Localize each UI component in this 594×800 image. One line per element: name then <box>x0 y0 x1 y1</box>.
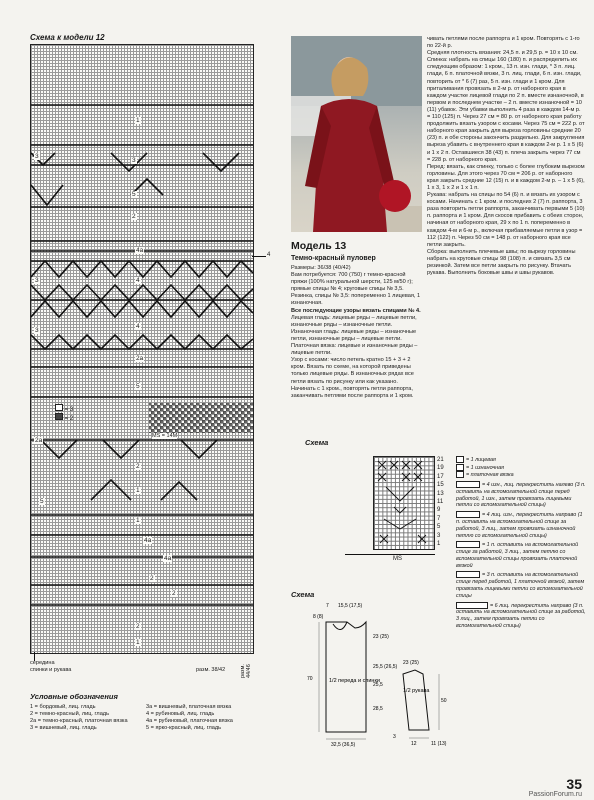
svg-text:23 (25): 23 (25) <box>373 634 389 640</box>
model-photo <box>291 36 422 232</box>
svg-text:12: 12 <box>411 741 417 747</box>
model-subtitle: Темно-красный пуловер <box>291 255 376 262</box>
legend-item: 1 = бордовый, лиц. гладь <box>30 704 96 710</box>
cable-chart <box>373 456 435 550</box>
cable-chart-marks <box>374 457 434 549</box>
chart12-row-num: 3 <box>132 157 136 164</box>
garment-pattern <box>291 598 453 748</box>
scheme-title: Схема <box>305 438 329 447</box>
model-text-col2 <box>291 240 423 400</box>
chart12-row-num: 3 <box>35 153 39 160</box>
legend-item: = 6 лиц. перекрестить направо (3 п. оставить на вспомогательной спице за работой, 3 лиц., затем провязать петли со вспомогательной спицы) <box>456 602 586 629</box>
svg-text:70: 70 <box>307 676 313 682</box>
chart12-row-num: 2a <box>35 437 43 444</box>
size-label-38: разм. 38/42 <box>196 667 226 673</box>
paragraph: Лицевая гладь: лицевые ряды – лицевые петли, изнаночные ряды – изнаночные петли. <box>291 314 417 328</box>
chart12-grid <box>30 44 254 654</box>
legend-item: 2 = темно-красный, лиц. гладь <box>30 711 109 718</box>
chart12-row-num: 2 <box>136 623 140 630</box>
svg-text:23 (25): 23 (25) <box>403 660 419 666</box>
chart12-ms-label: MS = 14M <box>152 433 178 439</box>
ms-bracket <box>345 554 435 555</box>
paragraph: Размеры: 36/38 (40/42) <box>291 265 351 271</box>
svg-text:11 (13): 11 (13) <box>431 741 447 747</box>
center-label: середина спинки и рукава <box>30 660 72 674</box>
chart12-motifs <box>31 45 253 653</box>
legend-item: = 3 п. оставить на вспомогательной спице перед работой, 1 платочной вязкой, затем провязать лицевыми петли со вспомогательной спицы <box>456 572 585 599</box>
chart12-row-num: 4 <box>136 277 140 284</box>
chart12-row-num: 1 <box>136 517 140 524</box>
paragraph: Узор с косами: число петель кратно 15 + 3 + 2 кром. Вязать по схеме, на которой приведены только лицевые ряды. В изнаночных рядах все петли вязать по рисунку или как указано. Начинать с 1 кром., повторять петли раппорта, заканчивать петлями после раппорта и 1 кром. <box>291 357 414 399</box>
legend-right <box>146 704 266 732</box>
scheme-legend <box>456 456 586 630</box>
paragraph: Все последующие узоры вязать спицами № 4. <box>291 307 421 314</box>
chart12-row-num: 1 <box>136 487 140 494</box>
chart12-row-num: 2 <box>132 213 136 220</box>
legend-item: 2a = темно-красный, платочная вязка <box>30 718 128 725</box>
chart12-row-num: 5 <box>132 191 136 198</box>
chart12-arrow <box>252 256 266 257</box>
legend-item: = платочная вязка <box>456 471 586 479</box>
scheme-row-numbers: 21 19 17 15 13 11 9 7 5 3 1 <box>437 457 444 548</box>
svg-text:32,5 (36,5): 32,5 (36,5) <box>331 742 356 748</box>
chart12-row-num: 4 <box>136 323 140 330</box>
chart12-row-num: 4a <box>144 537 152 544</box>
chart12-arrow-label: 4 <box>267 252 271 258</box>
chart12-mini-legend: = 3 = 2 <box>55 404 73 422</box>
svg-text:28,5: 28,5 <box>373 706 383 712</box>
model-text-col3 <box>427 36 585 277</box>
watermark: PassionForum.ru <box>528 791 582 798</box>
svg-text:7: 7 <box>326 603 329 609</box>
pattern-title: Схема <box>291 590 315 599</box>
ms-label: MS <box>393 556 402 562</box>
chart12-row-num: 5 <box>136 383 140 390</box>
chart12-title: Схема к модели 12 <box>30 33 105 42</box>
legend-item: = 1 изнаночная <box>456 464 586 472</box>
legend-item: = 4 лиц. изн., перекрестить направо (1 п. оставить на вспомогательной спице за работой, 3 лиц., затем провязать изнаночной петлю со вспомогательной спицы) <box>456 512 583 539</box>
chart12-row-num: 2 <box>150 575 154 582</box>
paragraph: Вам потребуется: 700 (750) г темно-красной пряжи (100% натуральной шерсти, 125 м/50 г); прямые спицы № 4; круговые спицы № 3,5. <box>291 272 413 293</box>
svg-text:50: 50 <box>441 698 447 704</box>
chart12-row-num: 4a <box>164 555 172 562</box>
chart12-row-num: 1 <box>136 639 140 646</box>
legend-item: 5 = ярко-красный, лиц. гладь <box>146 725 222 732</box>
pattern-sleeve-label: 1/2 рукава <box>403 688 430 694</box>
svg-text:8 (8): 8 (8) <box>313 614 324 620</box>
legend-item: 4a = рубиновый, платочная вязка <box>146 718 233 725</box>
svg-text:25,5 (26,5): 25,5 (26,5) <box>373 664 398 670</box>
legend-item: = 1 п. оставить на вспомогательной спице за работой, 3 лиц., затем петлю со вспомогательной спицы провязать платочной вязкой <box>456 542 579 569</box>
paragraph: Резинка, спицы № 3,5: попеременно 1 лицевая, 1 изнаночная. <box>291 293 421 307</box>
chart12-row-num: 2 <box>172 590 176 597</box>
size-label-44: разм. 44/46 <box>240 664 252 678</box>
svg-text:3: 3 <box>393 734 396 740</box>
model-title: Модель 13 <box>291 240 347 252</box>
legend-title: Условные обозначения <box>30 692 118 701</box>
paragraph: Перед: вязать, как спинку, только с более глубоким вырезом горловины. Для этого через 70 см = 206 р. от наборного края закрыть средние 12 (15) п. и в каждом 2-м р. – 1 х 5 (6), 1 х 3, 1 х 2 и 1 х 1 п. <box>427 163 585 191</box>
legend-item: = 4 изн., лиц. перекрестить налево (3 п. оставить на вспомогательной спице перед работой, 1 изн., затем провязать лицевыми петли со вспомогательной спицы) <box>456 482 586 509</box>
paragraph: Рукава: набрать на спицы по 54 (6) п. и вязать их узором с косами. Начинать с 1 кром. и последних 2 (7) п. раппорта, 3 раза повторить петли раппорта, заканчивать первыми 5 (10) п. раппорта и 1 кром. Для скосов прибавить с обеих сторон, начиная от наборного края, 29 х по 1 п. попеременно в каждом 4-м и 6-м р., включая прибавляемые петли в узор = 112 (122) п. Через 50 см = 148 р. от наборного края все петли закрыть. <box>427 192 585 248</box>
legend-item: 4 = рубиновый, лиц. гладь <box>146 711 215 718</box>
legend-item: = 1 лицевая <box>456 456 586 464</box>
chart12-row-num: 3 <box>35 277 39 284</box>
paragraph: Средняя плотность вязания: 24,5 п. и 29,5 р. = 10 х 10 см. <box>427 50 578 57</box>
paragraph: Платочная вязка: лицевые и изнаночные ряды – лицевые петли. <box>291 343 418 357</box>
paragraph: Спинка: набрать на спицы 160 (180) п. и распределить их следующим образом: 1 кром., 13 п. изн. глади, * 3 п. лиц. глади, 6 п. платочной вязки, 3 п. лиц. глади, 6 п. изн. глади, повторить от * 6 (7) раз, 5 п. изн. глади и 1 кром. Для приталивания провязать в 2-м р. от наборного края в каждом участке лицевой глади по 2 п. вместе изнаночной, в первом и последнем участке – 2 п. вместе изнаночной = 10 (11) убавок. Эти убавки выполнить 4 раза в каждом 14-м р. = 110 (125) п. Через 27 см = 80 р. от наборного края работу продолжить вязать узором с косами. Через 75 см = 222 р. от наборного края закрыть для выреза горловины средние 20 (23) п. и обе стороны закончить раздельно. Для закругления выреза убавить с внутреннего края в каждом 2-м р. 1 х 5 (6) и 1 х 2 п. Оставшиеся 38 (43) п. плеча закрыть через 77 см = 228 р. от наборного края. <box>427 57 585 163</box>
chart12-row-num: 4a <box>136 247 144 254</box>
chart12-row-num: 2a <box>136 355 144 362</box>
chart12-row-num: 2 <box>136 463 140 470</box>
chart12-row-num: 5 <box>40 498 44 505</box>
paragraph: чивать петлями после раппорта и 1 кром. Повторять с 1-го по 22-й р. <box>427 36 580 50</box>
paragraph: Изнаночная гладь: лицевые ряды – изнаночные петли, изнаночные ряды – лицевые петли. <box>291 328 417 342</box>
paragraph: Сборка: выполнить плечевые швы; по вырезу горловины набрать на круговые спицы 98 (108) п. и связать 3,5 см резинкой. Затем все петли закрыть по рисунку. Втачать рукава. Выполнить боковые швы и швы рукавов. <box>427 248 576 277</box>
svg-text:15,5 (17,5): 15,5 (17,5) <box>338 603 363 609</box>
chart12-row-num: 1 <box>136 117 140 124</box>
legend-item: 3a = вишневый, платочная вязка <box>146 704 232 710</box>
svg-text:25,5: 25,5 <box>373 682 383 688</box>
model-paragraphs <box>291 265 423 400</box>
page-number: 35 <box>566 776 582 792</box>
model-photo-illustration <box>291 36 422 232</box>
legend-item: 3 = вишневый, лиц. гладь <box>30 725 97 732</box>
pattern-body-label: 1/2 переда и спинки <box>329 678 380 684</box>
legend-left <box>30 704 150 732</box>
chart12-row-num: 3 <box>35 327 39 334</box>
